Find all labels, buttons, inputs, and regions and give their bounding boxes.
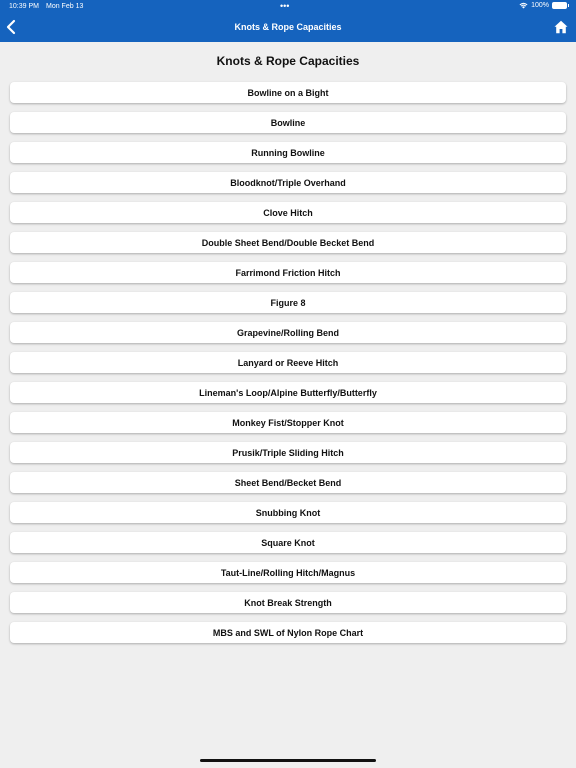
list-item-prusik[interactable]: Prusik/Triple Sliding Hitch [10,442,566,463]
list-item-lanyard-reeve-hitch[interactable]: Lanyard or Reeve Hitch [10,352,566,373]
page-title: Knots & Rope Capacities [216,54,360,68]
multitask-dots[interactable]: ••• [280,1,290,11]
list-item-nylon-rope-chart[interactable]: MBS and SWL of Nylon Rope Chart [10,622,566,643]
list-item-clove-hitch[interactable]: Clove Hitch [10,202,566,223]
list-item-sheet-bend[interactable]: Sheet Bend/Becket Bend [10,472,566,493]
status-right [519,2,567,9]
list-item-farrimond-friction-hitch[interactable]: Farrimond Friction Hitch [10,262,566,283]
home-icon[interactable] [554,20,568,34]
nav-bar [0,14,576,42]
list-item-bloodknot[interactable]: Bloodknot/Triple Overhand [10,172,566,193]
list-item-snubbing-knot[interactable]: Snubbing Knot [10,502,566,523]
list-item-bowline[interactable]: Bowline [10,112,566,133]
home-indicator[interactable] [200,759,376,762]
list-item-bowline-on-a-bight[interactable]: Bowline on a Bight [10,82,566,103]
battery-percent: 100% [531,2,549,9]
list-item-square-knot[interactable]: Square Knot [10,532,566,553]
status-time: 10:39 PM [9,3,39,10]
list-item-double-sheet-bend[interactable]: Double Sheet Bend/Double Becket Bend [10,232,566,253]
list-item-linemans-loop[interactable]: Lineman's Loop/Alpine Butterfly/Butterfly [10,382,566,403]
status-date: Mon Feb 13 [46,3,84,10]
list-item-grapevine[interactable]: Grapevine/Rolling Bend [10,322,566,343]
list-item-running-bowline[interactable]: Running Bowline [10,142,566,163]
list-item-taut-line[interactable]: Taut-Line/Rolling Hitch/Magnus [10,562,566,583]
knot-list [10,82,566,652]
wifi-icon [519,2,528,9]
nav-title: Knots & Rope Capacities [234,22,342,32]
battery-icon [552,2,567,9]
list-item-figure-8[interactable]: Figure 8 [10,292,566,313]
list-item-knot-break-strength[interactable]: Knot Break Strength [10,592,566,613]
status-bar [0,0,576,14]
list-item-monkey-fist[interactable]: Monkey Fist/Stopper Knot [10,412,566,433]
